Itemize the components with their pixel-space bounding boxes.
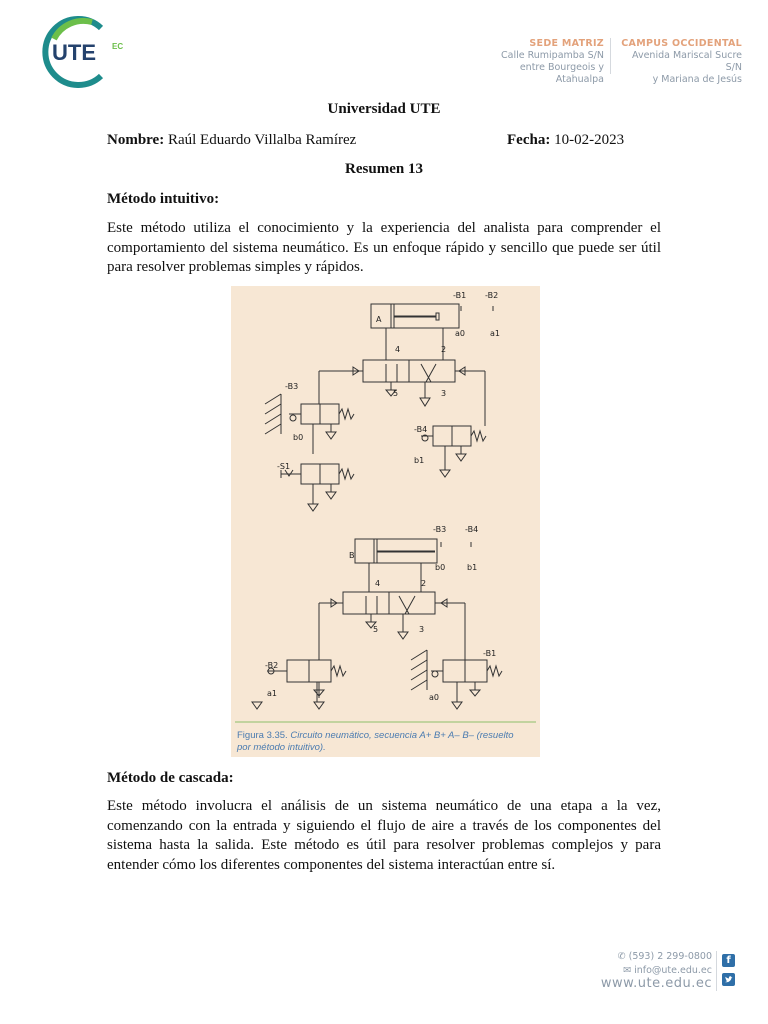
name-line (107, 132, 356, 149)
port-5-a: 5 (393, 389, 399, 398)
logo-sup: EC (112, 42, 124, 51)
footer-web: www.ute.edu.ec (600, 976, 712, 991)
label-s1: -S1 (277, 462, 291, 471)
port-5-b: 5 (373, 625, 379, 634)
facebook-icon[interactable]: f (722, 954, 735, 967)
label-b3: -B3 (285, 382, 299, 391)
label-b4: -B4 (414, 425, 428, 434)
name-label: Nombre: (107, 132, 165, 148)
label-b1-right: b1 (414, 456, 425, 465)
label-b0-left: b0 (293, 433, 304, 442)
port-4-b: 4 (375, 579, 381, 588)
figure-caption-line2: por método intuitivo). (237, 742, 326, 753)
address-divider (610, 38, 611, 74)
footer-phone (560, 951, 712, 962)
label-b3-top: -B3 (433, 525, 447, 534)
footer-divider (716, 951, 717, 991)
figure-caption-label: Figura 3.35. (237, 730, 288, 741)
campus1-line2: entre Bourgeois y Atahualpa (519, 62, 604, 85)
footer-phone-text: (593) 2 299-0800 (628, 951, 712, 962)
label-a1-bottom: a1 (267, 689, 277, 698)
campus1-line1: Calle Rumipamba S/N (500, 50, 604, 61)
section2-heading: Método de cascada: (107, 770, 234, 786)
ute-logo (40, 16, 136, 88)
name-value: Raúl Eduardo Villalba Ramírez (167, 132, 357, 148)
campus2-line2: y Mariana de Jesús (652, 74, 742, 85)
port-3-b: 3 (419, 625, 425, 634)
footer-email (560, 965, 712, 976)
label-b0-top: b0 (435, 563, 446, 572)
section1-heading: Método intuitivo: (107, 191, 220, 207)
label-a0-bottom: a0 (429, 693, 439, 702)
section1-paragraph: Este método utiliza el conocimiento y la experiencia del analista para comprender el comportamiento del sistema neumático. Es un enfoque rápido y sencillo que puede ser útil para resolver problemas simples y rápidos. (107, 220, 661, 275)
phone-icon: ✆ (617, 951, 626, 962)
university-title: Universidad UTE (327, 101, 441, 117)
label-cylinder-a: A (376, 315, 382, 324)
label-b2-top: -B2 (485, 291, 499, 300)
date-label: Fecha: (507, 132, 551, 148)
label-b2: -B2 (265, 661, 279, 670)
section2-paragraph: Este método involucra el análisis de un sistema neumático de una etapa a la vez, comenzando con la entrada y siguiendo el flujo de aire a través de los componentes del sistema hasta la salida. Este método es útil para resolver problemas complejos y para entender cómo los diferentes componentes del sistema interactúan entre sí. (107, 798, 661, 873)
label-a1-top: a1 (490, 329, 500, 338)
figure-caption-text1: Circuito neumático, secuencia A+ B+ A– B– (resuelto (290, 730, 514, 741)
campus2-title: CAMPUS OCCIDENTAL (621, 38, 742, 49)
port-3-a: 3 (441, 389, 447, 398)
campus2-line1: Avenida Mariscal Sucre S/N (632, 50, 742, 73)
twitter-icon[interactable] (722, 973, 735, 986)
figure-caption-line1 (237, 730, 514, 741)
port-2-a: 2 (441, 345, 447, 354)
label-b4-top: -B4 (465, 525, 479, 534)
campus1-title: SEDE MATRIZ (529, 38, 604, 49)
campus-sede-matriz (476, 38, 604, 86)
mail-icon: ✉ (623, 965, 632, 976)
document-title: Resumen 13 (345, 161, 423, 177)
campus-occidental (614, 38, 742, 86)
date-value: 10-02-2023 (554, 132, 625, 148)
label-b1-top: -B1 (453, 291, 467, 300)
port-4-a: 4 (395, 345, 401, 354)
label-cylinder-b: B (349, 551, 355, 560)
logo-text: UTE (52, 40, 96, 65)
label-b1: -B1 (483, 649, 497, 658)
date-line (507, 132, 624, 149)
label-a0-top: a0 (455, 329, 465, 338)
label-b1-top: b1 (467, 563, 478, 572)
footer-email-text: info@ute.edu.ec (634, 965, 712, 976)
port-2-b: 2 (421, 579, 427, 588)
pneumatic-circuit-figure (231, 286, 540, 757)
